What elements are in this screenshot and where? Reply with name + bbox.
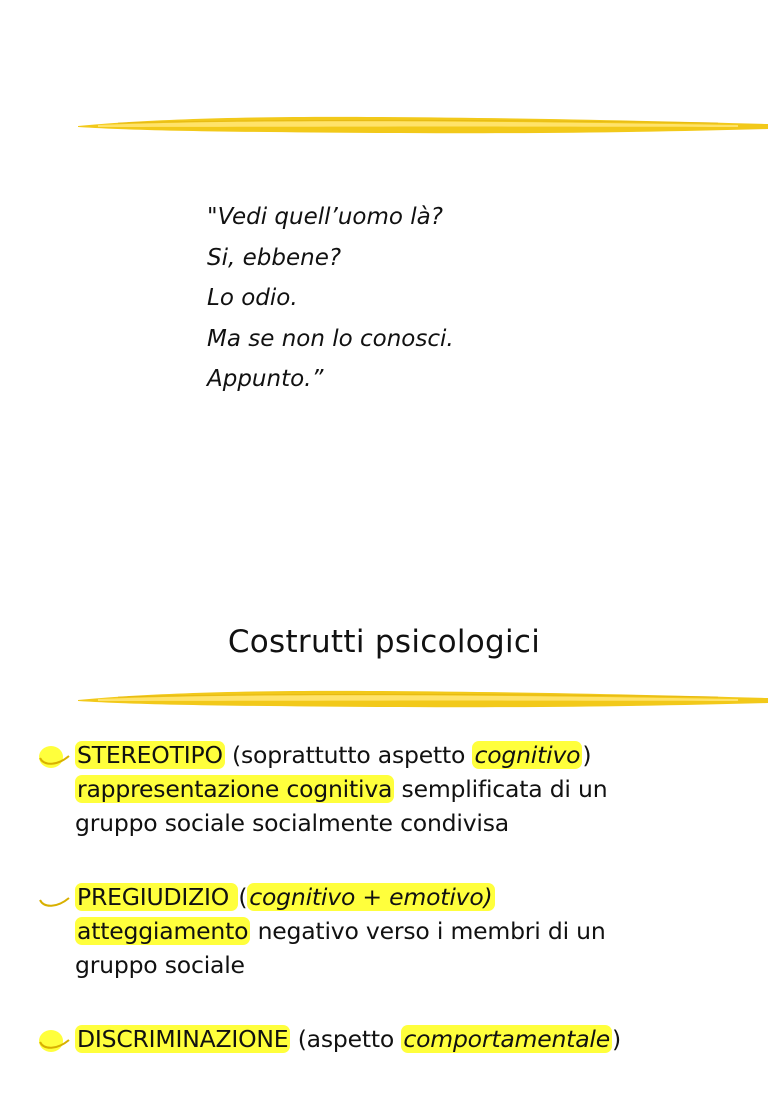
quote-line-1: "Vedi quell’uomo là?	[207, 204, 443, 230]
quote-line-2: Si, ebbene?	[207, 244, 342, 271]
definition-line-3: gruppo sociale socialmente condivisa	[75, 809, 509, 837]
bullet-discriminazione	[75, 1022, 755, 1056]
bullet-swoosh-icon	[37, 886, 77, 912]
quote-line-3: Lo odio.	[207, 285, 298, 311]
slide-title: Costrutti psicologici	[227, 624, 541, 660]
aspect-italic: comportamentale	[403, 1025, 610, 1053]
definition-rest: negativo verso i membri di un	[250, 917, 606, 945]
aspect-close: )	[611, 1025, 621, 1053]
definition-rest: semplificata di un	[394, 775, 608, 803]
definition-highlight: atteggiamento	[77, 917, 249, 945]
decorative-brush-stroke-top	[78, 114, 768, 136]
bullet-pregiudizio	[75, 880, 755, 982]
decorative-brush-stroke-bottom	[78, 688, 768, 710]
quote-line-5: Appunto.”	[207, 366, 324, 392]
aspect-italic: cognitivo + emotivo)	[249, 883, 493, 911]
term-pregiudizio: PREGIUDIZIO	[77, 883, 237, 911]
aspect-italic: cognitivo	[474, 741, 581, 769]
definition-highlight: rappresentazione cognitiva	[77, 775, 393, 803]
quote-block	[207, 197, 454, 400]
aspect-open: (aspetto	[290, 1025, 402, 1053]
aspect-open: (	[238, 883, 248, 911]
quote-line-4: Ma se non lo conosci.	[207, 325, 454, 352]
term-stereotipo: STEREOTIPO	[77, 741, 223, 769]
bullet-list	[75, 738, 755, 1096]
aspect-open: (soprattutto aspetto	[224, 741, 473, 769]
aspect-close: )	[582, 741, 592, 769]
bullet-swoosh-icon	[37, 744, 77, 770]
bullet-swoosh-icon	[37, 1028, 77, 1054]
term-discriminazione: DISCRIMINAZIONE	[77, 1025, 289, 1053]
bullet-stereotipo	[75, 738, 755, 840]
definition-line-3: gruppo sociale	[75, 951, 245, 979]
